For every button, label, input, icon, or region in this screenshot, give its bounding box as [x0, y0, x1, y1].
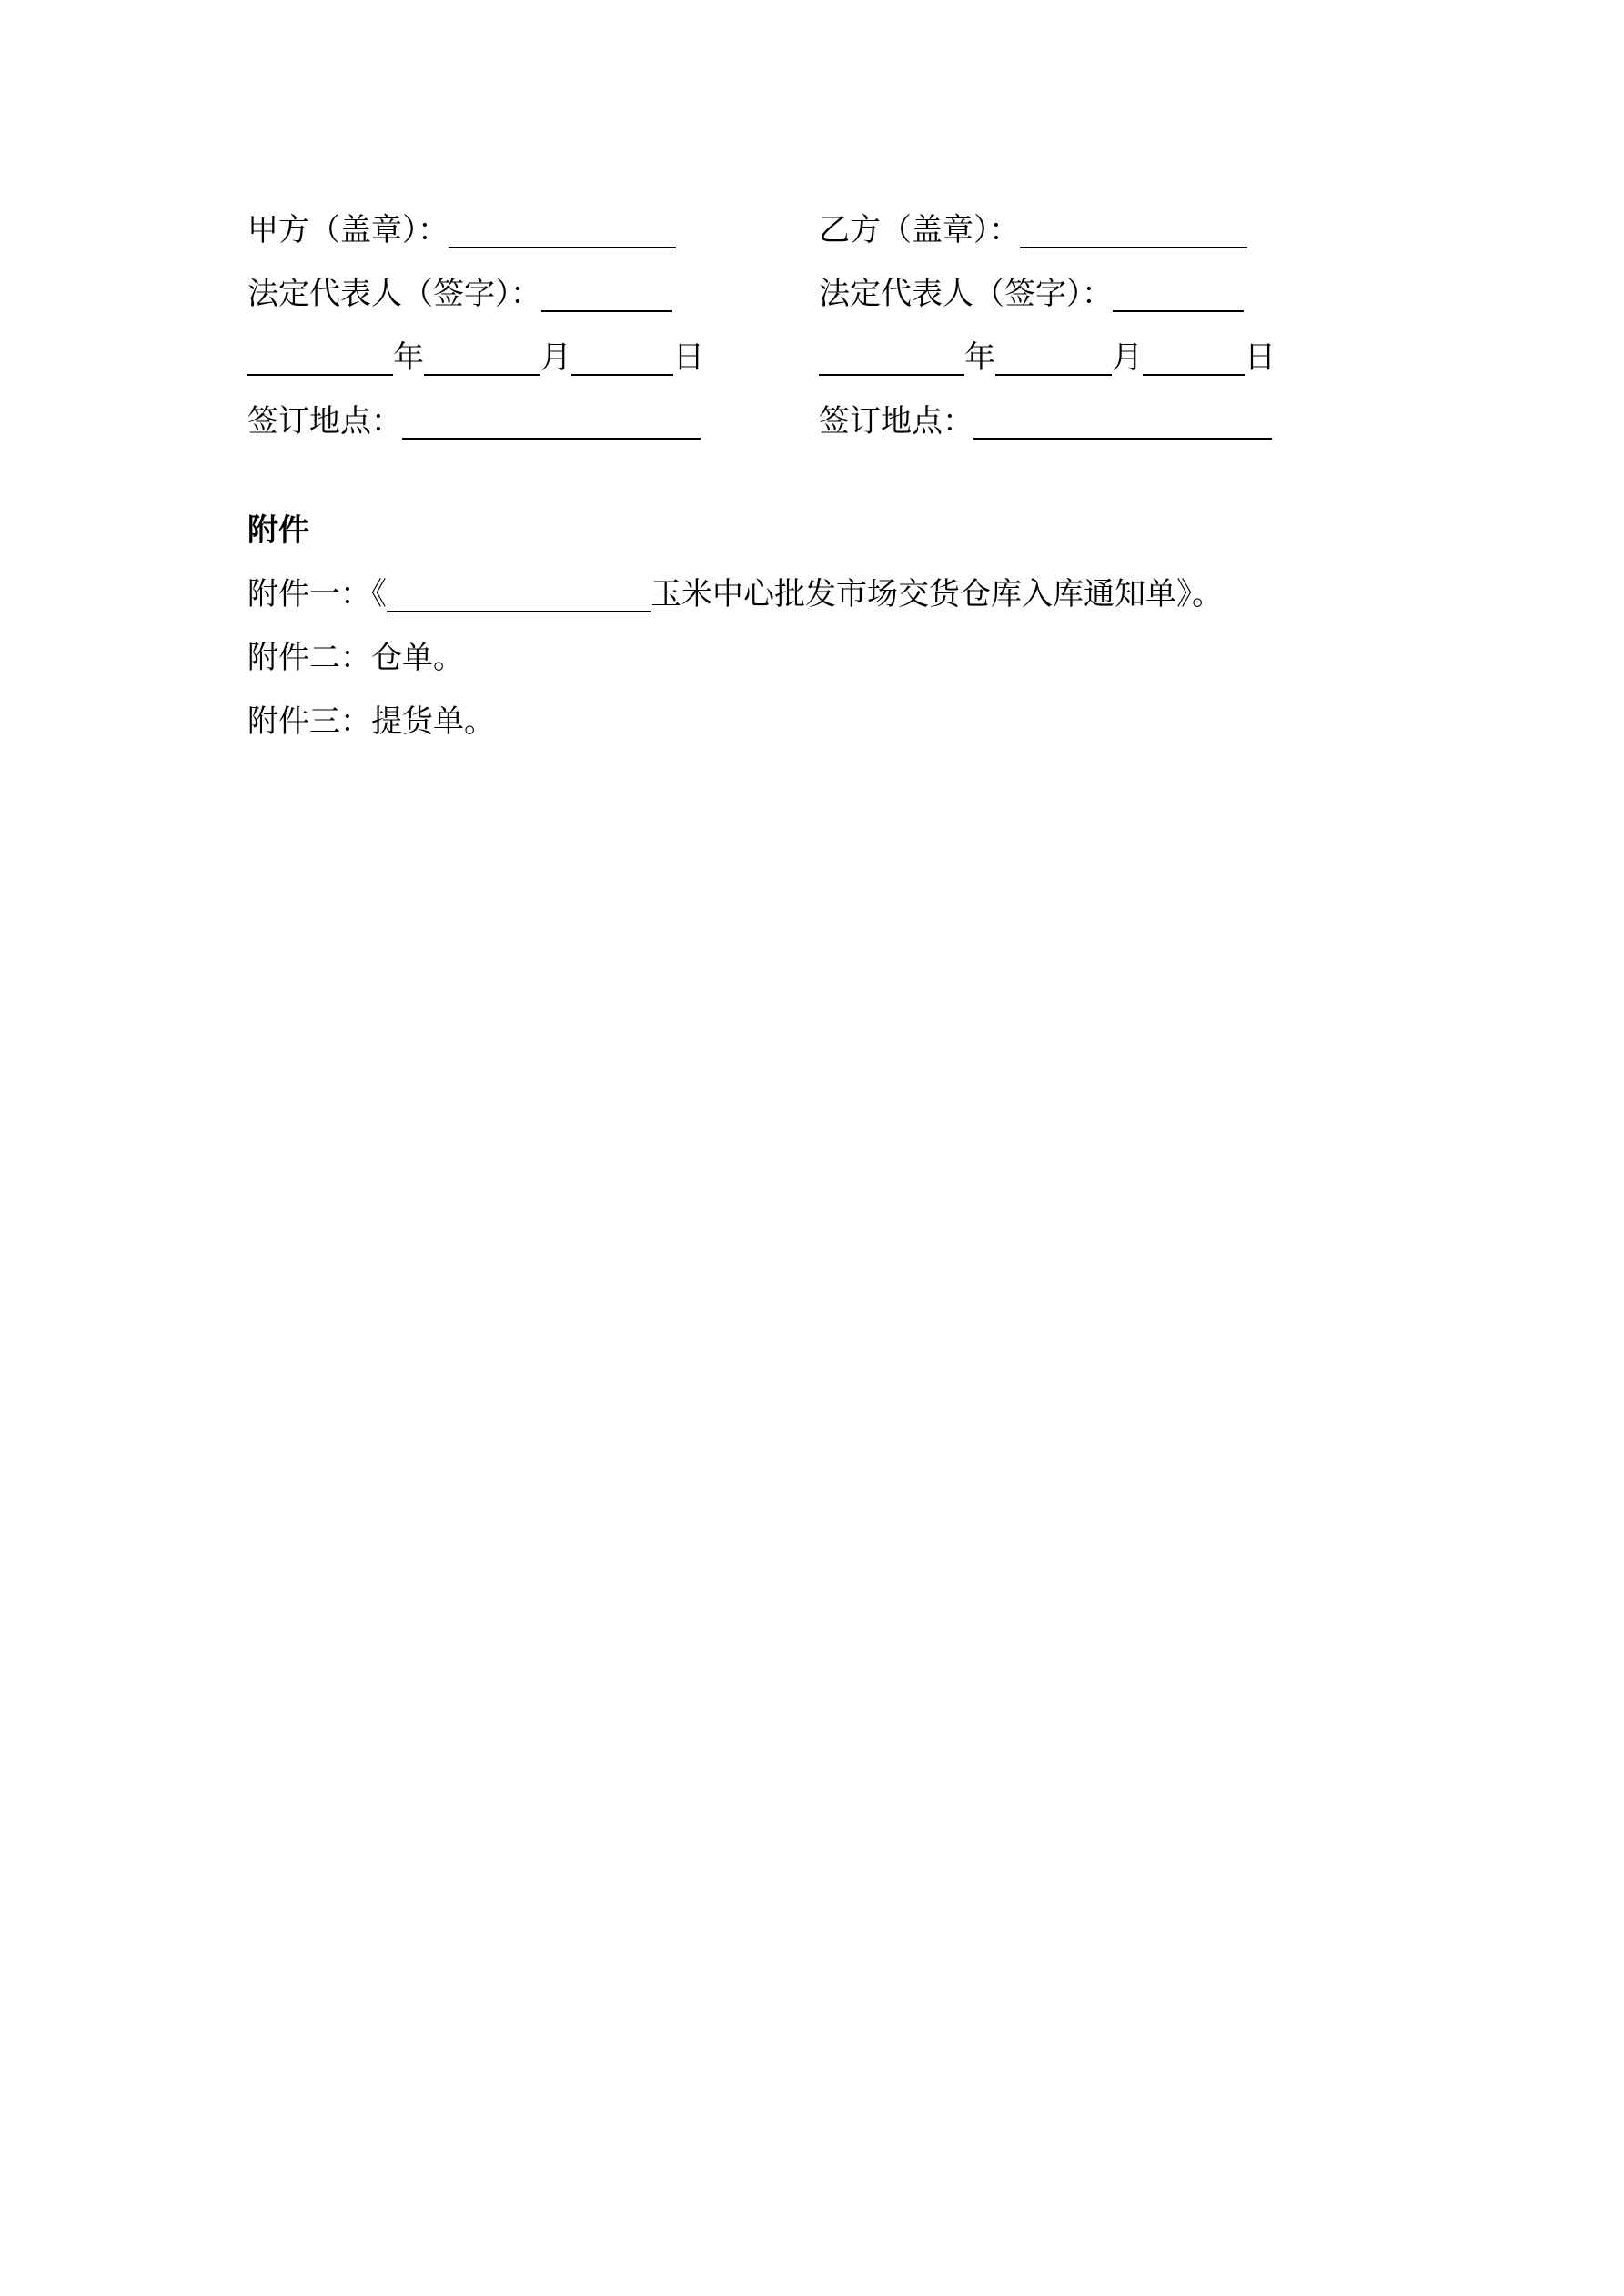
party-b-seal-line: [819, 212, 1247, 248]
party-a-year-blank: [247, 343, 393, 376]
attachment-1-prefix: 附件一：《: [247, 576, 387, 612]
party-a-rep-label: 法定代表人（签字）：: [247, 276, 541, 312]
party-b-day-blank: [1143, 343, 1245, 376]
party-b-month-blank: [995, 343, 1112, 376]
party-b-date-line: [819, 339, 1276, 376]
party-b-seal-label: 乙方（盖章）：: [819, 212, 1020, 248]
party-a-seal-label: 甲方（盖章）：: [247, 212, 449, 248]
party-b-year-label: 年: [964, 339, 995, 376]
party-a-year-label: 年: [393, 339, 424, 376]
attachment-item-3: 附件三：提货单。: [247, 703, 495, 740]
party-b-rep-blank: [1113, 279, 1244, 312]
party-a-day-label: 日: [673, 339, 704, 376]
party-b-place-line: [819, 403, 1272, 440]
party-b-month-label: 月: [1112, 339, 1143, 376]
party-a-seal-blank: [449, 216, 676, 248]
party-a-rep-blank: [541, 279, 672, 312]
party-b-year-blank: [819, 343, 964, 376]
party-a-day-blank: [571, 343, 673, 376]
party-b-place-blank: [973, 407, 1272, 440]
party-a-place-blank: [402, 407, 701, 440]
party-b-day-label: 日: [1245, 339, 1276, 376]
attachment-item-2: 附件二：仓单。: [247, 640, 464, 676]
party-a-month-label: 月: [540, 339, 571, 376]
party-a-place-line: [247, 403, 701, 440]
party-b-place-label: 签订地点：: [819, 403, 973, 440]
party-a-date-line: [247, 339, 704, 376]
party-a-seal-line: [247, 212, 676, 248]
party-a-month-blank: [424, 343, 540, 376]
party-b-seal-blank: [1020, 216, 1247, 248]
attachments-heading: 附件: [247, 512, 309, 549]
party-a-rep-line: [247, 276, 672, 312]
attachment-item-1: [247, 576, 1223, 612]
attachment-1-suffix: 玉米中心批发市场交货仓库入库通知单》。: [651, 576, 1223, 612]
party-a-place-label: 签订地点：: [247, 403, 402, 440]
party-b-rep-line: [819, 276, 1244, 312]
attachment-1-blank: [387, 580, 651, 612]
party-b-rep-label: 法定代表人（签字）：: [819, 276, 1113, 312]
